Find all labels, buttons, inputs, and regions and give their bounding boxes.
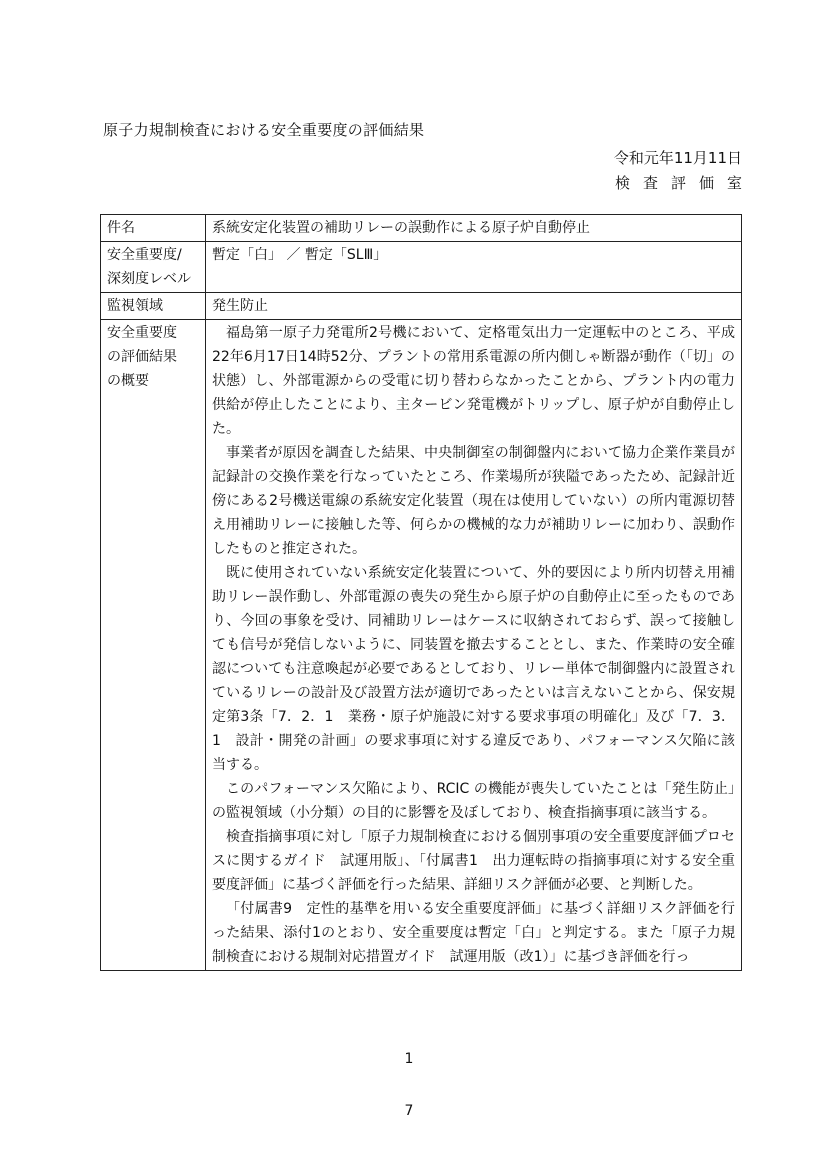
significance-label-line1: 安全重要度/ [107,247,182,263]
summary-label-line2: の評価結果 [107,349,177,365]
document-title: 原子力規制検査における安全重要度の評価結果 [103,121,425,139]
significance-label [101,242,206,293]
area-label: 監視領域 [101,293,206,320]
summary-label-line3: の概要 [107,373,149,389]
page-number-global: 7 [404,1103,414,1119]
summary-label [101,320,206,971]
document-date: 令和元年11月11日 [613,149,742,167]
summary-paragraph: 福島第一原子力発電所2号機において、定格電気出力一定運転中のところ、平成22年6月17日14時52分、プラントの常用系電源の所内側しゃ断器が動作（「切」の状態）し、外部電源からの受電に切り替わらなかったことから、プラント内の電力供給が停止したことにより、主タービン発電機がトリップし、原子炉が自動停止した。 [212,325,735,437]
subject-value: 系統安定化装置の補助リレーの誤動作による原子炉自動停止 [206,215,742,242]
summary-paragraph: 検査指摘事項に対し「原子力規制検査における個別事項の安全重要度評価プロセスに関するガイド 試運用版」、「付属書1 出力運転時の指摘事項に対する安全重要度評価」に基づく評価を行った結果、詳細リスク評価が必要、と判断した。 [212,829,735,893]
table-row-summary [101,320,742,971]
evaluation-table [100,214,742,971]
significance-value: 暫定「白」 ／ 暫定「SLⅢ」 [206,242,742,293]
summary-paragraph: 事業者が原因を調査した結果、中央制御室の制御盤内において協力企業作業員が記録計の交換作業を行なっていたところ、作業場所が狭隘であったため、記録計近傍にある2号機送電線の系統安定化装置（現在は使用していない）の所内電源切替え用補助リレーに接触した等、何らかの機械的な力が補助リレーに加わり、誤動作したものと推定された。 [212,445,735,557]
significance-label-line2: 深刻度レベル [107,271,191,287]
subject-label: 件名 [101,215,206,242]
area-value: 発生防止 [206,293,742,320]
table-row-significance [101,242,742,293]
table-row-area [101,293,742,320]
summary-paragraph: このパフォーマンス欠陥により、RCIC の機能が喪失していたことは「発生防止」の監視領域（小分類）の目的に影響を及ぼしており、検査指摘事項に該当する。 [212,781,735,821]
summary-body [206,320,742,971]
issuing-office: 検査評価室 [614,174,755,192]
table-row-subject [101,215,742,242]
summary-paragraph: 「付属書9 定性的基準を用いる安全重要度評価」に基づく詳細リスク評価を行った結果、添付1のとおり、安全重要度は暫定「白」と判定する。また「原子力規制検査における規制対応措置ガイド 試運用版（改1）」に基づき評価を行っ [212,901,735,965]
page-number-local: 1 [404,1051,414,1067]
summary-paragraph: 既に使用されていない系統安定化装置について、外的要因により所内切替え用補助リレー誤作動し、外部電源の喪失の発生から原子炉の自動停止に至ったものであり、今回の事象を受け、同補助リレーはケースに収納されておらず、誤って接触しても信号が発信しないように、同装置を撤去することとし、また、作業時の安全確認についても注意喚起が必要であるとしており、リレー単体で制御盤内に設置されているリレーの設計及び設置方法が適切であったといは言えないことから、保安規定第3条「7．2．1 業務・原子炉施設に対する要求事項の明確化」及び「7．3．1 設計・開発の計画」の要求事項に対する違反であり、パフォーマンス欠陥に該当する。 [212,565,735,773]
summary-label-line1: 安全重要度 [107,325,177,341]
